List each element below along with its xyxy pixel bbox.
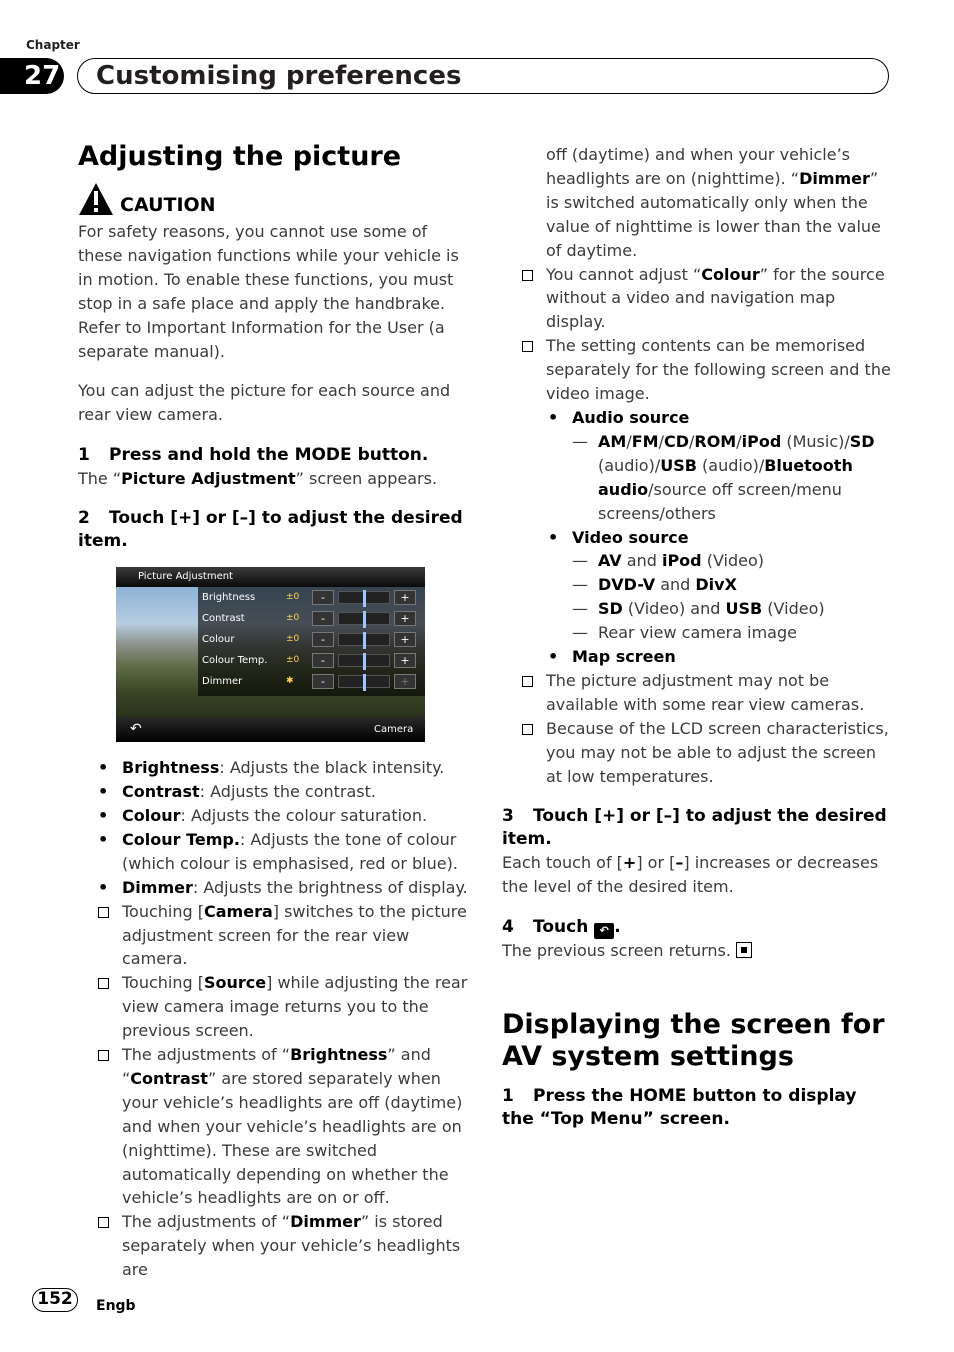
row-value: ±0 bbox=[286, 655, 300, 666]
slider-track[interactable] bbox=[338, 591, 390, 604]
sun-icon: ✱ bbox=[286, 676, 294, 687]
step-2-text: Touch [+] or [–] to adjust the desired item. bbox=[78, 508, 463, 552]
text-fragment: The picture adjustment may not be available with some rear view cameras. bbox=[546, 670, 865, 714]
text-fragment: ” is stored separately when your vehicle’s headlights are bbox=[122, 1212, 461, 1280]
notes-list-right bbox=[502, 263, 894, 406]
minus-button[interactable]: - bbox=[312, 590, 334, 605]
button-name: Camera bbox=[204, 901, 273, 921]
screenshot-footer bbox=[116, 717, 425, 742]
audio-source-list bbox=[502, 430, 894, 526]
description: : Adjusts the tone of colour (which colour is emphasised, red or blue). bbox=[122, 829, 458, 873]
step-3-result bbox=[502, 851, 894, 899]
text-fragment: ” are stored separately when your vehicle’s headlights are off (daytime) and when your vehicle’s headlights are on (nighttime). These are switched automatically depending on whether the vehicle’s headlights are on or off. bbox=[122, 1068, 463, 1208]
text-fragment: ] or [ bbox=[636, 853, 676, 873]
description: : Adjusts the colour saturation. bbox=[180, 805, 428, 825]
list-item bbox=[78, 828, 470, 876]
step-2-number: 2 bbox=[78, 508, 90, 529]
screen-name: Picture Adjustment bbox=[121, 469, 296, 489]
text-fragment: off (daytime) and when your vehicle’s headlights are on (nighttime). “ bbox=[546, 145, 850, 188]
intro-text: You can adjust the picture for each source and rear view camera. bbox=[78, 381, 451, 425]
note-item bbox=[502, 669, 894, 717]
back-icon: ↶ bbox=[594, 923, 614, 939]
list-item bbox=[502, 621, 894, 645]
text-fragment: ] switches to the picture adjustment screen for the rear view camera. bbox=[122, 901, 467, 969]
page-language-code: Engb bbox=[96, 1298, 136, 1314]
text-fragment: The setting contents can be memorised separately for the following screen and the video image. bbox=[546, 336, 891, 404]
step-1-number: 1 bbox=[78, 445, 90, 466]
video-source-list bbox=[502, 549, 894, 645]
row-label: Colour bbox=[202, 634, 235, 646]
step-3-text: Touch [+] or [–] to adjust the desired item. bbox=[502, 806, 887, 850]
right-column bbox=[502, 143, 894, 1131]
step-4-result bbox=[502, 939, 894, 963]
screen-type-list bbox=[502, 406, 894, 430]
text-fragment: The adjustments of “ bbox=[122, 1212, 291, 1232]
slider-track[interactable] bbox=[338, 675, 390, 688]
step-4: 4 Touch ↶ . bbox=[502, 917, 621, 938]
category-label: Map screen bbox=[572, 647, 676, 667]
text-fragment: ] increases or decreases the level of the desired item. bbox=[502, 853, 879, 897]
list-item bbox=[502, 406, 894, 430]
source-name: USB bbox=[725, 599, 763, 619]
picture-adjustment-screenshot bbox=[116, 567, 425, 742]
text-fragment: ” and “ bbox=[122, 1045, 431, 1088]
minus-symbol: – bbox=[675, 853, 684, 873]
text-fragment: (Video) and bbox=[622, 599, 726, 619]
step-4-text: Touch bbox=[533, 917, 589, 938]
plus-button[interactable]: + bbox=[394, 653, 416, 668]
step-1-result bbox=[78, 467, 470, 491]
adjust-row-contrast bbox=[198, 608, 425, 629]
source-name: ROM bbox=[694, 431, 737, 451]
text-fragment: You cannot adjust “ bbox=[546, 264, 702, 284]
note-item bbox=[78, 900, 470, 972]
caution-header bbox=[78, 180, 470, 216]
chapter-label: Chapter bbox=[26, 38, 80, 52]
adjustment-panel bbox=[198, 587, 425, 696]
adjust-row-colour bbox=[198, 629, 425, 650]
list-item bbox=[502, 645, 894, 669]
step-1-text: Press and hold the MODE button. bbox=[109, 445, 429, 466]
text-fragment: (audio)/ bbox=[598, 455, 661, 475]
source-name: DivX bbox=[695, 575, 737, 595]
text-fragment: Each touch of [ bbox=[502, 853, 623, 873]
term: Dimmer bbox=[122, 877, 193, 897]
slider-track[interactable] bbox=[338, 654, 390, 667]
description: : Adjusts the black intensity. bbox=[219, 758, 445, 778]
plus-button[interactable]: + bbox=[394, 674, 416, 689]
minus-button[interactable]: - bbox=[312, 674, 334, 689]
text-fragment: Touching [ bbox=[122, 901, 204, 921]
minus-button[interactable]: - bbox=[312, 653, 334, 668]
row-label: Contrast bbox=[202, 613, 245, 625]
screen-type-list bbox=[502, 645, 894, 669]
button-name: Source bbox=[204, 973, 267, 993]
source-name: USB bbox=[660, 455, 697, 475]
text-fragment: ” is switched automatically only when the value of nighttime is lower than the value of daytime. bbox=[546, 168, 881, 260]
note-item bbox=[78, 971, 470, 1043]
continued-note bbox=[502, 143, 894, 263]
source-name: SD bbox=[849, 431, 875, 451]
description: : Adjusts the brightness of display. bbox=[192, 877, 468, 897]
text-fragment: and bbox=[621, 551, 662, 571]
item-name: Dimmer bbox=[290, 1212, 361, 1232]
end-of-section-icon bbox=[736, 942, 752, 958]
note-item bbox=[78, 1210, 470, 1282]
step-1 bbox=[78, 444, 470, 467]
caution-label: CAUTION bbox=[120, 194, 216, 216]
source-name: AV bbox=[598, 551, 622, 571]
text-fragment: (Video) bbox=[762, 599, 825, 619]
list-item bbox=[502, 526, 894, 550]
text-fragment: Because of the LCD screen characteristics, you may not be able to adjust the screen at low temperatures. bbox=[546, 718, 889, 786]
chapter-number-badge: 27 bbox=[0, 58, 64, 94]
slider-track[interactable] bbox=[338, 633, 390, 646]
row-value: ±0 bbox=[286, 634, 300, 645]
plus-button[interactable]: + bbox=[394, 590, 416, 605]
text-fragment: ] while adjusting the rear view camera image returns you to the previous screen. bbox=[122, 973, 468, 1041]
section-heading-av-settings: Displaying the screen for AV system settings bbox=[502, 1009, 885, 1073]
text-fragment: ” screen appears. bbox=[295, 469, 438, 489]
chapter-title-box bbox=[77, 58, 889, 94]
list-item bbox=[502, 573, 894, 597]
list-item bbox=[502, 549, 894, 573]
plus-button[interactable]: + bbox=[394, 611, 416, 626]
note-item bbox=[78, 1043, 470, 1210]
adjust-row-brightness bbox=[198, 587, 425, 608]
row-label: Colour Temp. bbox=[202, 655, 268, 667]
text-fragment: (Video) bbox=[701, 551, 765, 571]
step-4-number: 4 bbox=[502, 917, 514, 938]
item-name: Dimmer bbox=[799, 168, 870, 188]
list-item: — AM/FM/CD/ROM/iPod (Music)/SD (audio)/USB (audio)/Bluetooth audio/source off screen/menu screens/others bbox=[502, 430, 894, 526]
screenshot-title-bar bbox=[116, 567, 425, 587]
description: : Adjusts the contrast. bbox=[199, 782, 376, 802]
text-fragment: Rear view camera image bbox=[598, 623, 797, 643]
list-item bbox=[78, 876, 470, 900]
source-name: CD bbox=[663, 431, 689, 451]
source-name: iPod bbox=[661, 551, 702, 571]
minus-button[interactable]: - bbox=[312, 632, 334, 647]
adjust-row-colour-temp bbox=[198, 650, 425, 671]
adjust-row-dimmer bbox=[198, 671, 425, 692]
step-5 bbox=[502, 1085, 894, 1131]
term: Colour bbox=[122, 805, 181, 825]
term: Colour Temp. bbox=[122, 829, 240, 849]
source-name: Bluetooth audio bbox=[598, 455, 853, 499]
text-fragment: (Music)/ bbox=[781, 431, 850, 451]
step-2 bbox=[78, 507, 470, 553]
term: Contrast bbox=[122, 782, 200, 802]
text-fragment: The adjustments of “ bbox=[122, 1045, 291, 1065]
screen-type-list bbox=[502, 526, 894, 550]
row-label: Dimmer bbox=[202, 676, 243, 688]
category-label: Audio source bbox=[572, 407, 690, 427]
item-name: Contrast bbox=[130, 1068, 208, 1088]
text-fragment: /source off screen/menu screens/others bbox=[598, 479, 842, 523]
text-fragment: (audio)/ bbox=[696, 455, 765, 475]
item-name: Brightness bbox=[290, 1045, 388, 1065]
text-fragment: and bbox=[655, 575, 696, 595]
text-fragment: The previous screen returns. bbox=[502, 941, 731, 961]
text-fragment: The “ bbox=[78, 469, 122, 489]
list-item bbox=[78, 804, 470, 828]
screenshot-title: Picture Adjustment bbox=[138, 571, 233, 583]
notes-list bbox=[78, 900, 470, 1283]
note-item bbox=[502, 334, 894, 406]
source-name: SD bbox=[598, 599, 623, 619]
row-label: Brightness bbox=[202, 592, 256, 604]
row-value: ±0 bbox=[286, 592, 300, 603]
text-fragment: Touching [ bbox=[122, 973, 204, 993]
source-name: iPod bbox=[741, 431, 782, 451]
adjustment-item-list bbox=[78, 756, 470, 899]
source-name: AM bbox=[598, 431, 627, 451]
caution-text: For safety reasons, you cannot use some of these navigation functions while your vehicle is in motion. To enable these functions, you must stop in a safe place and apply the handbrake. Refer to Important Information for the User (a separate manual). bbox=[78, 222, 459, 361]
step-3-number: 3 bbox=[502, 806, 514, 827]
row-value: ±0 bbox=[286, 613, 300, 624]
list-item bbox=[78, 756, 470, 780]
step-5-number: 1 bbox=[502, 1086, 514, 1107]
source-name: FM bbox=[631, 431, 659, 451]
chapter-title: Customising preferences bbox=[96, 61, 462, 91]
list-item bbox=[78, 780, 470, 804]
slider-track[interactable] bbox=[338, 612, 390, 625]
camera-button[interactable]: Camera bbox=[374, 724, 414, 736]
step-5-text: Press the HOME button to display the “Top Menu” screen. bbox=[502, 1086, 857, 1130]
term: Brightness bbox=[122, 758, 220, 778]
notes-list-right-2 bbox=[502, 669, 894, 789]
page-number: 152 bbox=[32, 1288, 78, 1312]
step-3 bbox=[502, 805, 894, 851]
warning-icon bbox=[78, 182, 114, 216]
category-label: Video source bbox=[572, 527, 689, 547]
left-column bbox=[78, 140, 470, 1282]
back-icon[interactable]: ↶ bbox=[130, 721, 142, 738]
section-heading-picture: Adjusting the picture bbox=[78, 141, 402, 172]
source-name: DVD-V bbox=[598, 575, 656, 595]
note-item bbox=[502, 717, 894, 789]
plus-button[interactable]: + bbox=[394, 632, 416, 647]
minus-button[interactable]: - bbox=[312, 611, 334, 626]
plus-symbol: + bbox=[622, 853, 637, 873]
item-name: Colour bbox=[701, 264, 760, 284]
list-item bbox=[502, 597, 894, 621]
note-item bbox=[502, 263, 894, 335]
text-fragment: ” for the source without a video and navigation map display. bbox=[546, 264, 885, 332]
